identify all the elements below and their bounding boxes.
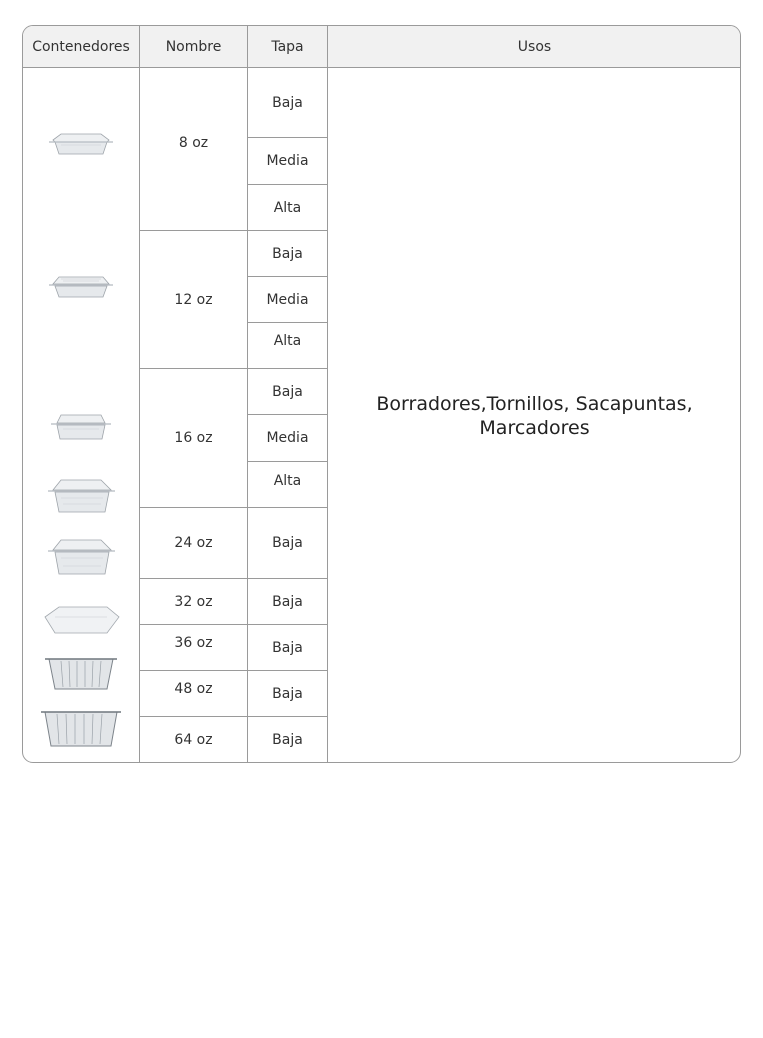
clamshell-container-icon — [49, 411, 113, 445]
clamshell-container-icon — [47, 130, 115, 160]
tapa-cell: Media — [266, 153, 309, 169]
tapa-cell: Baja — [272, 94, 303, 111]
tapa-cell: Media — [266, 430, 309, 446]
clamshell-container-icon — [47, 273, 115, 303]
size-name: 36 oz — [174, 635, 213, 651]
ribbed-container-icon — [43, 653, 119, 695]
header-contenedores: Contenedores — [32, 38, 130, 55]
size-name: 16 oz — [174, 430, 213, 446]
tapa-cell: Baja — [272, 732, 303, 748]
tapa-cell: Baja — [272, 593, 303, 610]
header-nombre: Nombre — [165, 38, 222, 55]
size-name: 8 oz — [178, 135, 209, 151]
clear-tray-container-icon — [41, 603, 121, 641]
tapa-cell: Baja — [272, 245, 303, 262]
clamshell-container-icon — [45, 476, 117, 518]
usos-text: Borradores,Tornillos, Sacapuntas, Marcadores — [376, 392, 693, 439]
clamshell-container-icon — [45, 536, 117, 580]
tapa-cell: Baja — [272, 383, 303, 400]
size-name: 12 oz — [174, 291, 213, 308]
tapa-cell: Baja — [272, 685, 303, 702]
header-usos: Usos — [517, 38, 552, 55]
size-name: 64 oz — [174, 732, 213, 748]
tapa-cell: Alta — [273, 199, 302, 216]
size-name: 24 oz — [174, 535, 213, 551]
tapa-cell: Alta — [273, 333, 302, 349]
usos-cell — [328, 68, 741, 763]
tapa-cell: Baja — [272, 535, 303, 551]
size-name: 32 oz — [174, 593, 213, 610]
tapa-cell: Baja — [272, 639, 303, 656]
header-tapa: Tapa — [271, 38, 304, 55]
table-header — [23, 26, 740, 68]
product-table — [22, 25, 741, 763]
tapa-cell: Alta — [273, 473, 302, 489]
tapa-cell: Media — [266, 291, 309, 308]
ribbed-container-icon — [39, 704, 123, 752]
size-name: 48 oz — [174, 681, 213, 697]
